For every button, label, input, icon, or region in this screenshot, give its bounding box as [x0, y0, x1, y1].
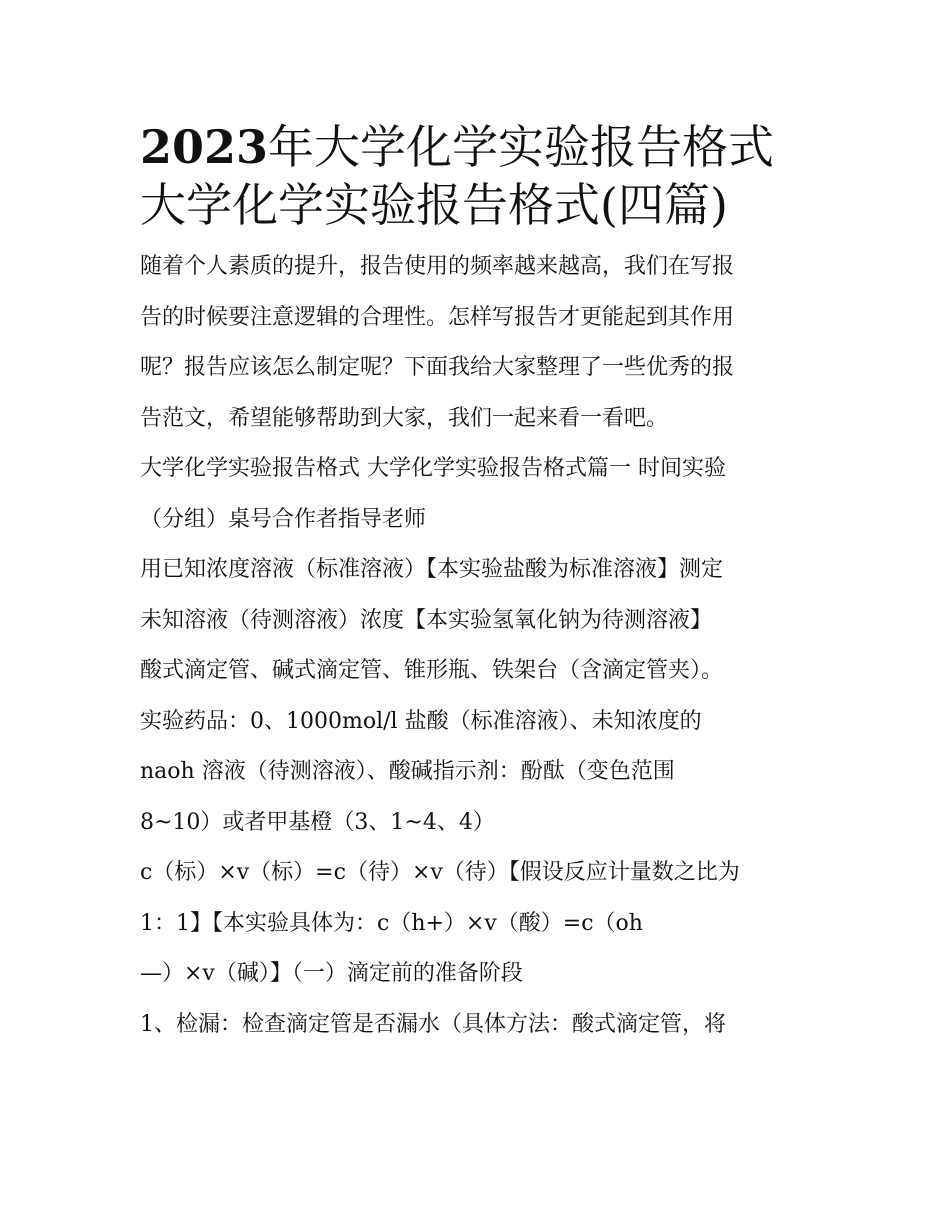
title-year: 2023 [140, 120, 269, 174]
body-line: 大学化学实验报告格式 大学化学实验报告格式篇一 时间实验 [140, 456, 726, 481]
title-line-1 [140, 118, 815, 176]
body-line: naoh 溶液（待测溶液）、酸碱指示剂：酚酞（变色范围 [140, 759, 675, 784]
body-line: 未知溶液（待测溶液）浓度【本实验氢氧化钠为待测溶液】 [140, 607, 713, 633]
body-line: 用已知浓度溶液（标准溶液）【本实验盐酸为标准溶液】测定 [140, 557, 724, 582]
body-line: （分组）桌号合作者指导老师 [140, 506, 427, 532]
body-line: 8~10）或者甲基橙（3、1~4、4） [140, 809, 495, 835]
title-line-1-text: 年大学化学实验报告格式 [268, 120, 775, 174]
body-line: 随着个人素质的提升，报告使用的频率越来越高，我们在写报 [140, 254, 735, 279]
title-line-2: 大学化学实验报告格式(四篇) [140, 178, 728, 232]
body-line: —）×v（碱）】（一）滴定前的准备阶段 [140, 961, 523, 986]
body-line: 实验药品：0、1000mol/l 盐酸（标准溶液）、未知浓度的 [140, 708, 702, 734]
body-line: 1：1】【本实验具体为：c（h+）×v（酸）=c（oh [140, 910, 643, 936]
body-line: 告范文，希望能够帮助到大家，我们一起来看一看吧。 [140, 405, 669, 431]
body-line: 酸式滴定管、碱式滴定管、锥形瓶、铁架台（含滴定管夹）。 [140, 658, 724, 683]
body-line: 呢？报告应该怎么制定呢？下面我给大家整理了一些优秀的报 [140, 355, 735, 380]
document-title [140, 118, 815, 234]
document-page [140, 118, 815, 1050]
body-line: 1、检漏：检查滴定管是否漏水（具体方法：酸式滴定管，将 [140, 1011, 726, 1037]
body-line: 告的时候要注意逻辑的合理性。怎样写报告才更能起到其作用 [140, 304, 735, 330]
document-body [140, 242, 815, 1050]
body-line: c（标）×v（标）=c（待）×v（待）【假设反应计量数之比为 [140, 860, 740, 885]
